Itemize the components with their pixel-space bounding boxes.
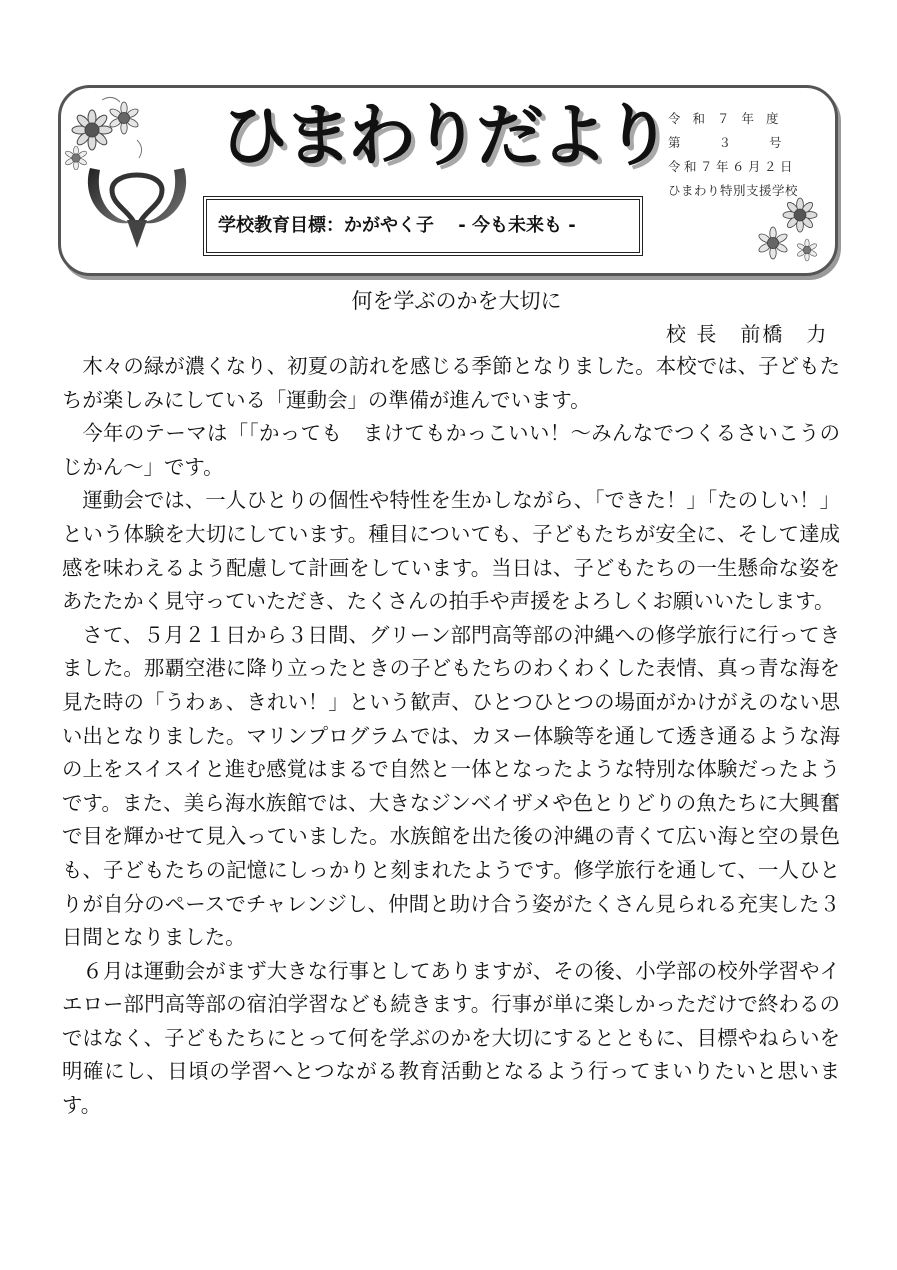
sunflower-icon bbox=[62, 90, 157, 170]
school-logo-icon bbox=[82, 160, 192, 250]
issue-number: 第３号 bbox=[668, 135, 820, 150]
masthead-title: ひまわりだより bbox=[220, 97, 669, 176]
school-name: ひまわり特別支援学校 bbox=[668, 183, 799, 198]
issue-date: 令和７年６月２日 bbox=[668, 159, 797, 174]
paragraph: さて、５月２１日から３日間、グリーン部門高等部の沖縄への修学旅行に行ってきました。那覇空港に降り立ったときの子どもたちのわくわくした表情、真っ青な海を見た時の「うわぁ、きれい！」という歓声、ひとつひとつの場面がかけがえのない思い出となりました。マリンプログラムでは、カヌー体験等を通して透き通るような海の上をスイスイと進む感覚はまるで自然と一体となったような特別な体験だったようです。また、美ら海水族館では、大きなジンベイザメや色とりどりの魚たちに大興奮で目を輝かせて見入っていました。水族館を出た後の沖縄の青くて広い海と空の景色も、子どもたちの記憶にしっかりと刻まれたようです。修学旅行を通して、一人ひとりが自分のペースでチャレンジし、仲間と助け合う姿がたくさん見られる充実した３日間となりました。 bbox=[62, 622, 840, 950]
issue-year: 令和７年度 bbox=[668, 111, 791, 126]
paragraph: 運動会では、一人ひとりの個性や特性を生かしながら、「できた！」「たのしい！」という体験を大切にしています。種目についても、子どもたちが安全に、そして達成感を味わえるよう配慮して計画をしています。当日は、子どもたちの一生懸命な姿をあたたかく見守っていただき、たくさんの拍手や声援をよろしくお願いいたします。 bbox=[62, 488, 840, 614]
school-goal: 学校教育目標：かがやく子 - 今も未来も - bbox=[218, 215, 576, 236]
article-title: 何を学ぶのかを大切に bbox=[351, 289, 562, 313]
paragraph: ６月は運動会がまず大きな行事としてありますが、その後、小学部の校外学習やイエロー部門高等部の宿泊学習なども続きます。行事が単に楽しかっただけで終わるのではなく、子どもたちにとって何を学ぶのかを大切にするとともに、目標やねらいを明確にし、日頃の学習へとつながる教育活動となるよう行ってまいりたいと思います。 bbox=[62, 958, 840, 1118]
paragraph: 今年のテーマは「「かっても まけてもかっこいい！〜みんなでつくるさいこうのじかん〜」です。 bbox=[62, 421, 840, 479]
article-body bbox=[62, 350, 840, 1123]
issue-info bbox=[668, 107, 818, 203]
sunflower-icon bbox=[745, 195, 830, 267]
paragraph: 木々の緑が濃くなり、初夏の訪れを感じる季節となりました。本校では、子どもたちが楽しみにしている「運動会」の準備が進んでいます。 bbox=[62, 354, 840, 412]
article-author: 校 長 前橋 力 bbox=[666, 322, 829, 346]
